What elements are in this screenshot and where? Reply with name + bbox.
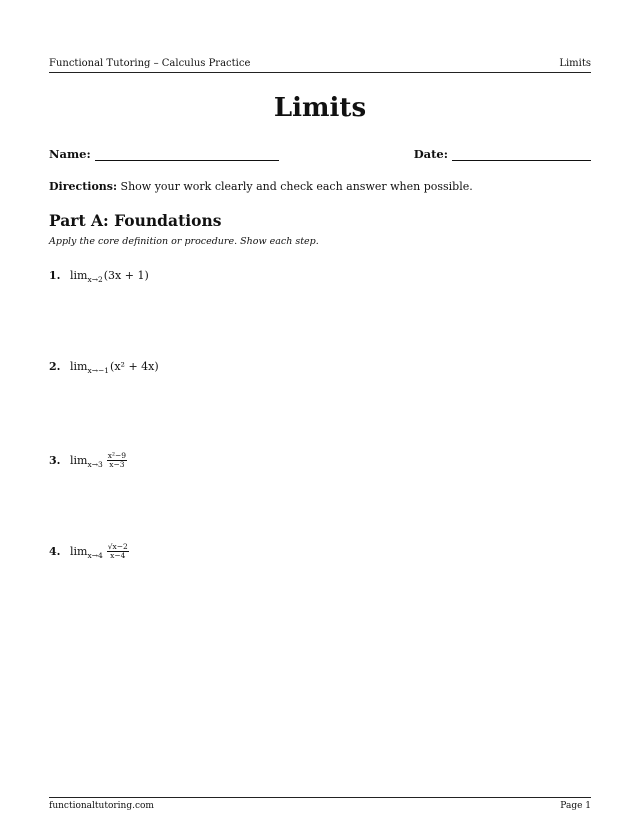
- header-left-text: Functional Tutoring – Calculus Practice: [49, 58, 251, 69]
- limit-subscript: x→2: [87, 274, 103, 284]
- problem-expression: [70, 452, 127, 469]
- fraction: [107, 543, 129, 560]
- limit-body: (x² + 4x): [110, 359, 159, 373]
- date-field: [414, 147, 591, 161]
- name-blank-line: [95, 149, 279, 161]
- page-header: [49, 58, 591, 73]
- problem-expression: [70, 543, 129, 560]
- fraction: [107, 452, 127, 469]
- fraction-numerator: √x−2: [107, 541, 128, 551]
- problem-2: [49, 356, 159, 376]
- fraction-numerator: x²−9: [107, 450, 127, 460]
- date-blank-line: [452, 149, 591, 161]
- fraction-denominator: x−4: [110, 550, 126, 560]
- problem-number: 3.: [49, 453, 61, 467]
- directions-label: Directions:: [49, 180, 118, 193]
- limit-operator: lim: [70, 268, 88, 282]
- limit-operator: lim: [70, 359, 88, 373]
- limit-body: (3x + 1): [103, 268, 149, 282]
- problem-4: [49, 541, 129, 561]
- problem-number: 1.: [49, 268, 61, 282]
- directions: [49, 180, 473, 193]
- name-date-row: [49, 147, 591, 163]
- date-label: Date:: [413, 147, 448, 161]
- problem-number: 2.: [49, 359, 61, 373]
- problem-number: 4.: [49, 544, 61, 558]
- name-label: Name:: [49, 147, 91, 161]
- limit-operator: lim: [70, 453, 88, 467]
- problem-expression: [70, 269, 149, 282]
- limit-operator: lim: [70, 544, 88, 558]
- fraction-denominator: x−3: [109, 459, 125, 469]
- header-right-text: Limits: [559, 58, 591, 69]
- problem-1: [49, 265, 149, 285]
- problem-expression: [70, 360, 159, 373]
- part-subtitle: Apply the core definition or procedure. Show each step.: [49, 236, 319, 247]
- page-footer: [49, 797, 591, 811]
- limit-subscript: x→4: [87, 550, 103, 560]
- name-field: [49, 147, 279, 161]
- footer-page-number: Page 1: [560, 801, 591, 811]
- limit-subscript: x→3: [87, 459, 103, 469]
- footer-website: functionaltutoring.com: [49, 801, 154, 811]
- limit-subscript: x→−1: [87, 365, 110, 375]
- part-title: Part A: Foundations: [49, 211, 222, 230]
- problem-3: [49, 450, 127, 470]
- directions-text: Show your work clearly and check each answer when possible.: [117, 180, 473, 193]
- page-title: Limits: [273, 93, 367, 123]
